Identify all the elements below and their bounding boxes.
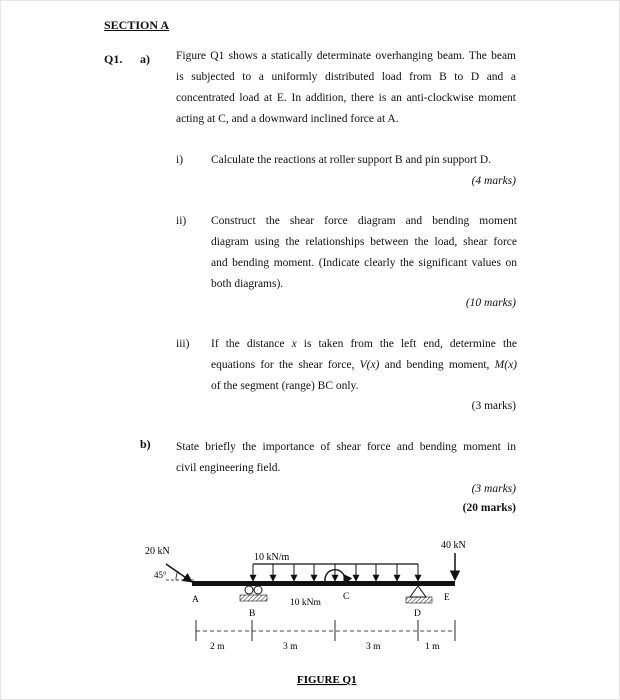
part-a-line: concentrated load at E. In addition, there is an anti-clockwise moment: [176, 92, 516, 104]
roller-support-b: [240, 586, 267, 601]
point-d-label: D: [414, 609, 421, 619]
sub-ii-marks: (10 marks): [465, 297, 516, 309]
dimension-cd: 3 m: [366, 642, 381, 652]
point-e-label: E: [444, 593, 450, 603]
sub-iii-marks: (3 marks): [471, 400, 516, 412]
part-a-line: acting at C, and a downward inclined force at A.: [176, 113, 399, 125]
sub-ii-line: Construct the shear force diagram and bending moment: [211, 215, 517, 227]
sub-iii-line-1: If the distance x is taken from the left end, determine the: [211, 338, 517, 350]
angle-arc: [176, 571, 178, 580]
dimension-ab: 2 m: [210, 642, 225, 652]
sub-ii-line: diagram using the relationships between the load, shear force: [211, 236, 517, 248]
sub-i-label: i): [176, 154, 184, 166]
section-heading: SECTION A: [104, 18, 170, 32]
part-b-marks: (3 marks): [471, 483, 516, 495]
point-b-label: B: [249, 609, 256, 619]
question-number: Q1.: [104, 52, 123, 66]
part-a-line: is subjected to a uniformly distributed load from B to D and a: [176, 71, 516, 83]
sub-ii-line: both diagrams).: [211, 278, 284, 290]
figure-caption: FIGURE Q1: [297, 674, 357, 686]
udl-arrows: [253, 564, 418, 581]
sub-i-text: Calculate the reactions at roller support B and pin support D.: [211, 154, 492, 166]
point-c-label: C: [343, 592, 350, 602]
part-a-label: a): [140, 52, 150, 66]
part-b-line: State briefly the importance of shear force and bending moment in: [176, 441, 516, 453]
angle-label: 45°: [154, 570, 167, 580]
part-b-line: civil engineering field.: [176, 462, 281, 474]
point-a-label: A: [192, 595, 199, 605]
force-a-label: 20 kN: [145, 546, 170, 557]
sub-ii-label: ii): [176, 215, 187, 227]
shear-symbol: V(x): [359, 359, 380, 371]
part-a-line: Figure Q1 shows a statically determinate overhanging beam. The beam: [176, 50, 516, 62]
pin-support-d: [406, 586, 432, 603]
beam: [192, 581, 455, 586]
dimension-line: [196, 620, 455, 641]
force-a-arrow: [166, 564, 192, 582]
sub-iii-line-2: equations for the shear force, V(x) and bending moment, M(x): [211, 359, 517, 371]
dimension-bc: 3 m: [283, 642, 298, 652]
udl-label: 10 kN/m: [254, 552, 290, 563]
sub-i-marks: (4 marks): [471, 175, 516, 187]
sub-iii-line-3: of the segment (range) BC only.: [211, 380, 359, 392]
sub-ii-line: and bending moment. (Indicate clearly the significant values on: [211, 257, 517, 269]
moment-symbol: M(x): [494, 359, 517, 371]
total-marks: (20 marks): [462, 502, 516, 514]
variable-x: x: [291, 338, 297, 350]
dimension-de: 1 m: [425, 642, 440, 652]
sub-iii-label: iii): [176, 338, 190, 350]
part-b-label: b): [140, 437, 151, 451]
force-e-label: 40 kN: [441, 540, 466, 551]
moment-label: 10 kNm: [290, 598, 321, 608]
